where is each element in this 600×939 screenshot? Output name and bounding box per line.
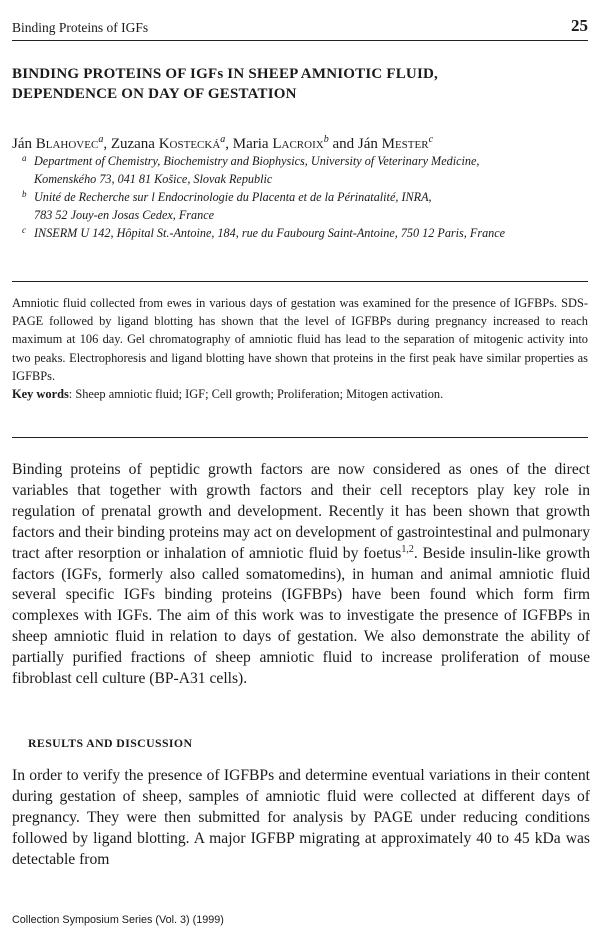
abstract-bottom-rule (12, 437, 588, 438)
affiliation-b (22, 188, 592, 224)
author: Maria Lacroix$^b$ and (232, 134, 358, 152)
author: Ján Mester$^c$ (357, 134, 434, 152)
abstract-text: Amniotic fluid collected from ewes in various days of gestation was examined for the presence of IGFBPs. SDS-PAGE followed by ligand blotting has shown that the level of IGFBPs during pregnancy increased to reach maximum at 106 day. Gel chromatography of amniotic fluid has lead to the separation of mitogenic activity into two peaks. Electrophoresis and ligand blotting have shown that proteins in the first peak have similar properties as IGFBPs. (12, 296, 588, 383)
keywords-label: Key words (12, 387, 69, 402)
affiliation-line: Unité de Recherche sur l Endocrinologie du Placenta et de la Périnatalité, INRA, (34, 190, 432, 204)
affiliation-line: 783 52 Jouy-en Josas Cedex, France (34, 208, 215, 222)
keywords: : Sheep amniotic fluid; IGF; Cell growth; Proliferation; Mitogen activation. (68, 387, 444, 402)
header-rule (12, 40, 588, 41)
abstract (12, 294, 588, 403)
affiliation-line: Department of Chemistry, Biochemistry and Biophysics, University of Veterinary Medicine, (34, 154, 480, 168)
affiliation-a (22, 152, 592, 188)
author: Ján Blahovec$^a$, (12, 134, 111, 152)
citation-superscript: 1,2 (401, 543, 414, 555)
running-head-title: Binding Proteins of IGFs (12, 20, 149, 35)
section-heading: RESULTS AND DISCUSSION (28, 736, 193, 750)
article-title-line-1: BINDING PROTEINS OF IGFs IN SHEEP AMNIOTIC FLUID, (12, 66, 438, 82)
article-title-line-2: DEPENDENCE ON DAY OF GESTATION (12, 86, 297, 102)
affiliation-mark: c (22, 225, 26, 235)
running-head (12, 14, 588, 36)
affiliation-line: Komenského 73, 041 81 Košice, Slovak Republic (34, 172, 273, 186)
page-number: 25 (571, 16, 588, 35)
affiliation-mark: a (22, 153, 27, 163)
results-paragraph: In order to verify the presence of IGFBPs and determine eventual variations in their content during gestation of sheep, samples of amniotic fluid were collected at different days of pregnancy. They were then submitted for analysis by PAGE under reducing conditions followed by ligand blotting. A major IGFBP migrating at approximately 40 to 45 kDa was detectable from (12, 767, 590, 868)
abstract-top-rule (12, 281, 588, 282)
introduction-paragraph: Binding proteins of peptidic growth factors are now considered as ones of the direct variables that together with growth factors and their cell receptors play key role in regulation of prenatal growth and development. Recently it has been shown that growth factors and their binding proteins may act on development of gastrointestinal and pulmonary tract after resorption or inhalation of amniotic fluid by foetus$^{1,2}$. Beside insulin-like growth factors (IGFs, formerly also called somatomedins), in human and animal amniotic fluid several specific IGFs binding proteins (IGFBPs) have been found which form firm complexes with IGFs. The aim of this work was to investigate the presence of IGFBPs in sheep amniotic fluid in relation to days of gestation. We also demonstrate the ability of partially purified fractions of sheep amniotic fluid to increase proliferation of mouse fibroblast cell culture (BP-A31 cells). (12, 461, 590, 688)
affiliation-line: INSERM U 142, Hôpital St.-Antoine, 184, rue du Faubourg Saint-Antoine, 750 12 Paris, France (34, 226, 506, 240)
article-title (12, 64, 582, 104)
affiliation-mark: b (22, 189, 27, 199)
affiliation-c (22, 224, 592, 242)
affiliations (22, 152, 592, 242)
footer: Collection Symposium Series (Vol. 3) (1999) (12, 914, 224, 926)
author-list (12, 130, 592, 154)
author: Zuzana Kostecká$^a$, (110, 134, 233, 152)
